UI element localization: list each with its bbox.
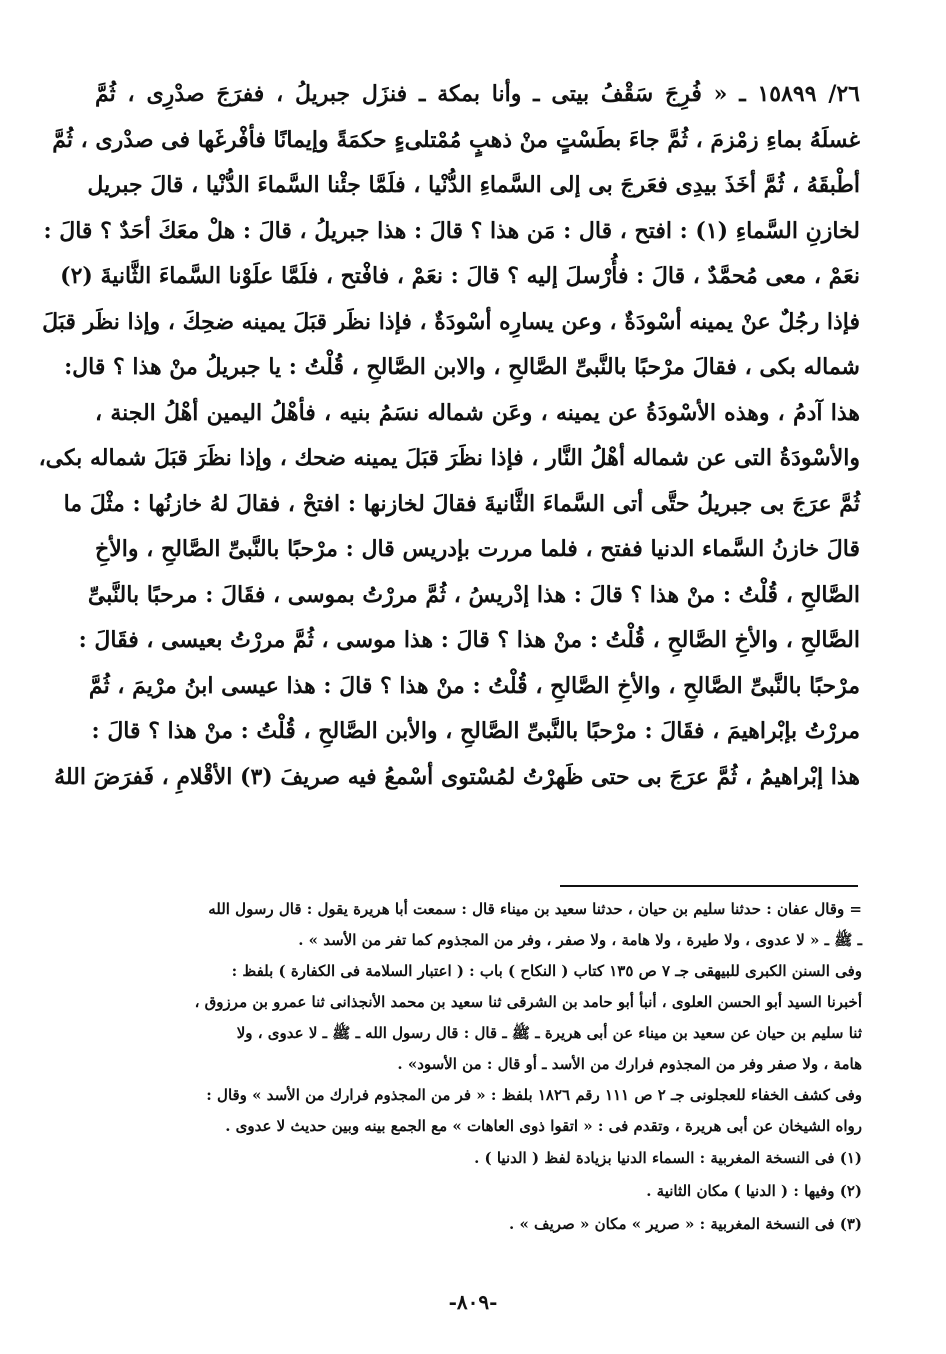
main-text [38, 72, 860, 800]
note-line: = وقال عفان : حدثنا سليم بن حيان ، حدثنا سعيد بن ميناء قال : سمعت أبا هريرة يقول : قال رسول الله [208, 900, 862, 918]
text-line: الصَّالحِ ، والأخِ الصَّالحِ ، قُلْتُ : منْ هذا ؟ قالَ : هذا موسى ، ثُمَّ مررْتُ بعيسى ، فقَالَ : [78, 627, 860, 653]
note-line: رواه الشيخان عن أبى هريرة ، وتقدم فى : « اتقوا ذوى العاهات » مع الجمع بينه وبين حديث لا عدوى . [225, 1117, 862, 1135]
footnote-3: (٣) فى النسخة المغربية : « صرير » مكان « صريف » . [509, 1215, 862, 1233]
text-line: غسلَهُ بماءِ زمْزمَ ، ثُمَّ جاءَ بطَسْتٍ منْ ذهبٍ مُمْتلىءٍ حكمَةً وإيمانًا فأفْرغَها فى صدْرى ، ثُمَّ [52, 126, 860, 153]
text-line: قالَ خازنُ السَّماء الدنيا ففتح ، فلما مررت بإدريس قال : مرْحبًا بالنَّبىِّ الصَّالحِ ، والأخِ [95, 536, 860, 562]
text-line: الصَّالحِ ، قُلْتُ : منْ هذا ؟ قالَ : هذا إدْريسُ ، ثُمَّ مررْتُ بموسى ، فقَالَ : مرحبًا بالنَّبىِّ [87, 581, 860, 608]
note-line: وفى السنن الكبرى للبيهقى جـ ٧ ص ١٣٥ كتاب ( النكاح ) باب : ( اعتبار السلامة فى الكفارة ) بلفظ : [231, 962, 862, 980]
text-line: والأسْودَةُ التى عن شماله أهْلُ النَّار ، فإذا نظَرَ قبَلَ يمينه ضحك ، وإذا نظَرَ قبَلَ شماله بكى، [38, 445, 860, 471]
text-line: نعَمْ ، معى مُحمَّدٌ ، قالَ : فأُرْسلَ إليه ؟ قالَ : نعَمْ ، فافْتح ، فلَمَّا علَوْنا السَّماءَ الثَّانيةَ (٢) [60, 263, 860, 289]
text-line: أطْبقَهُ ، ثُمَّ أخَذَ بيدِى فعَرجَ بى إلى السَّماءِ الدُّنْيا ، فلَمَّا جئْنا السَّماءَ الدُّنْيا ، قالَ جبريل [87, 172, 860, 198]
footnote-1: (١) فى النسخة المغربية : السماء الدنيا بزيادة لفظ ( الدنيا ) . [474, 1149, 862, 1167]
footnote-2: (٢) وفيها : ( الدنيا ) مكان الثانية . [646, 1182, 862, 1200]
note-line: ـ ﷺ ـ « لا عدوى ، ولا طيرة ، ولا هامة ، ولا صفر ، وفر من المجذوم كما تفر من الأسد » . [298, 931, 862, 949]
text-line: هذا آدمُ ، وهذه الأسْودَةُ عن يمينه ، وعَن شماله نسَمُ بنيه ، فأهْلُ اليمين أهْلُ الجنة ، [95, 399, 860, 426]
text-line: شماله بكى ، فقالَ مرْحبًا بالنَّبىِّ الصَّالحِ ، والابن الصَّالحِ ، قُلْتُ : يا جبريلُ منْ هذا ؟ قال: [64, 354, 860, 380]
text-line: لخازنِ السَّماءِ (١) : افتح ، قال : مَن هذا ؟ قالَ : هذا جبريلُ ، قالَ : هلْ معَكَ أحَدٌ ؟ قالَ : [43, 217, 860, 244]
text-line: مررْتُ بإبْراهيمَ ، فقَالَ : مرْحبًا بالنَّبىِّ الصَّالحِ ، والأبن الصَّالحِ ، قُلْتُ : منْ هذا ؟ قالَ : [91, 718, 860, 744]
footnote-divider [560, 885, 858, 887]
text-line: فإذا رجُلٌ عنْ يمينه أسْودَةٌ ، وعن يسارِه أسْودَةٌ ، فإذا نظَر قبَلَ يمينه ضحِكَ ، وإذا نظَر قبَلَ [42, 308, 860, 335]
note-line: ثنا سليم بن حيان عن سعيد بن ميناء عن أبى هريرة ـ ﷺ ـ قال : قال رسول الله ـ ﷺ ـ لا عدوى ، ولا [236, 1024, 862, 1042]
note-line: هامة ، ولا صفر وفر من المجذوم فرارك من الأسد ـ أو قال : من الأسود» . [397, 1055, 862, 1073]
text-line: هذا إبْراهيمُ ، ثُمَّ عرَجَ بى حتى ظَهرْتُ لمُسْتوى أسْمعُ فيه صريفَ (٣) الأقْلامِ ، فَفرَضَ اللهُ [54, 763, 860, 790]
text-line: ثُمَّ عرَجَ بى جبريلُ حتَّى أتى السَّماءَ الثَّانيةَ فقالَ لخازنها : افتحْ ، فقالَ لهُ خازنُها : مثْلَ ما [63, 490, 860, 517]
footnotes-section [90, 894, 862, 1241]
text-line: ٢٦/ ١٥٨٩٩ ـ « فُرِجَ سَقْفُ بيتى ـ وأنا بمكة ـ فنزَل جبريلُ ، ففرَجَ صدْرِى ، ثُمَّ [95, 81, 860, 107]
note-line: أخبرنا السيد أبو الحسن العلوى ، أنبأ أبو حامد بن الشرقى ثنا سعيد بن محمد الأنجذانى ثنا عمرو بن مرزوق ، [194, 993, 862, 1011]
page-number: -٨٠٩- [448, 1290, 498, 1314]
text-line: مرْحبًا بالنَّبىِّ الصَّالحِ ، والأخِ الصَّالحِ ، قُلْتُ : منْ هذا ؟ قالَ : هذا عيسى ابنُ مرْيمَ ، ثُمَّ [88, 672, 860, 699]
note-line: وفى كشف الخفاء للعجلونى جـ ٢ ص ١١١ رقم ١٨٢٦ بلفظ : « فر من المجذوم فرارك من الأسد » وقال : [206, 1086, 862, 1104]
